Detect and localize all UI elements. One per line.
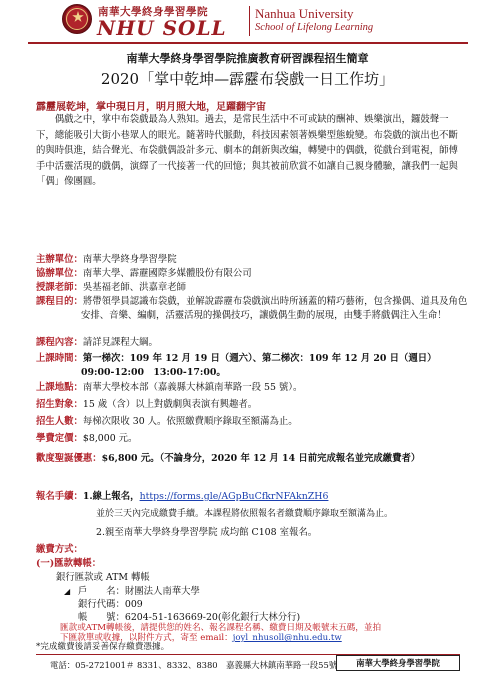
- footnote: [36, 643, 468, 652]
- logo-chinese-name: 南華大學終身學習學院: [98, 6, 208, 18]
- footer-contact: 電話：05-2721001＃ 8331、8332、8380 嘉義縣大林鎮南華路一段55號: [50, 660, 338, 670]
- signup-2-value: 2.親至南華大學終身學習學院 成均館 C108 室報名。: [96, 527, 318, 538]
- payment-label: 繳費方式：: [36, 544, 83, 555]
- header-rule: [28, 42, 468, 44]
- fee-row: [36, 432, 468, 445]
- page-header: [0, 0, 495, 46]
- signup-row: [36, 490, 468, 503]
- goal-row: [36, 295, 468, 322]
- school-name: School of Lifelong Learning: [255, 22, 374, 33]
- quota-label: 招生人數：: [36, 416, 83, 427]
- place-value: 南華大學校本部（嘉義縣大林鎮南華路一段 55 號）。: [82, 382, 303, 393]
- place-label: 上課地點：: [36, 382, 83, 393]
- footer-school-box: 南華大學終身學習學院: [336, 655, 460, 671]
- payment-sub-row: [36, 557, 468, 570]
- time-line-2: 09:00-12:00 13:00-17:00。: [81, 367, 226, 378]
- notice-email-link[interactable]: joyl_nhusoll@nhu.edu.tw: [232, 633, 342, 643]
- signup-form-link[interactable]: https://forms.gle/AGpBuCfkrNFAknZH6: [139, 491, 329, 502]
- teacher-value: 吳基福老師、洪嘉章老師: [82, 282, 187, 293]
- discount-price: $6,800 元。: [101, 453, 160, 464]
- notice-line-2-text: 下匯款單或收據，以附件方式，寄至 email：: [60, 633, 233, 643]
- fee-label: 學費定價：: [36, 433, 83, 444]
- signup-label: 報名手續：: [36, 491, 83, 502]
- organizer-row: [36, 253, 468, 266]
- quota-row: [36, 415, 468, 428]
- payment-method: 銀行匯款或 ATM 轉帳: [56, 572, 150, 583]
- slogan: 霹靂展乾坤，掌中現日月，明月照大地，足躍翻宇宙: [36, 102, 266, 113]
- teacher-row: [36, 281, 468, 294]
- payment-sub-label: (一)匯款轉帳：: [36, 558, 102, 569]
- goal-label: 課程目的：: [36, 296, 83, 307]
- time-label: 上課時間：: [36, 353, 83, 364]
- fee-value: $8,000 元。: [82, 433, 138, 444]
- co-organizer-value: 南華大學、霹靂國際多媒體股份有限公司: [82, 268, 252, 279]
- logo-english-name: NHU SOLL: [97, 16, 227, 40]
- account-number: 帳 號：6204-51-163669-20(彰化銀行大林分行): [78, 612, 301, 623]
- bank-code: 銀行代碼：009: [78, 599, 143, 610]
- signup-1-prefix: 1.線上報名，: [82, 491, 140, 502]
- teacher-label: 授課老師：: [36, 282, 83, 293]
- time-row-2: [36, 366, 468, 379]
- target-value: 15 歲（含）以上對戲劇與表演有興趣者。: [82, 399, 258, 410]
- co-organizer-label: 協辦單位：: [36, 268, 83, 279]
- target-label: 招生對象：: [36, 399, 83, 410]
- organizer-value: 南華大學終身學習學院: [82, 254, 177, 265]
- bank-code-row: [36, 598, 468, 611]
- notice-line-1-text: 匯款或ATM轉帳後，請提供您的姓名、報名課程名稱、繳費日期及帳號末五碼，並拍: [60, 623, 382, 633]
- university-seal-icon: [62, 4, 92, 34]
- discount-note: （不論身分，2020 年 12 月 14 日前完成報名並完成繳費者）: [159, 453, 421, 464]
- content-row: [36, 336, 468, 349]
- discount-row: [36, 450, 468, 467]
- signup-note-row: [36, 508, 468, 521]
- discount-label: 歡度聖誕優惠：: [36, 453, 102, 464]
- logo-divider: [249, 6, 250, 36]
- footnote-text: *完成繳費後請妥善保存繳費憑據。: [36, 642, 170, 652]
- co-organizer-row: [36, 267, 468, 280]
- document-title: 2020「掌中乾坤—霹靂布袋戲一日工作坊」: [100, 70, 395, 88]
- organizer-label: 主辦單位：: [36, 254, 83, 265]
- payment-row: [36, 543, 468, 556]
- content-value: 請詳見課程大綱。: [82, 337, 158, 348]
- quota-value: 每梯次限收 30 人。依照繳費順序錄取至額滿為止。: [82, 416, 298, 427]
- content-label: 課程內容：: [36, 337, 83, 348]
- intro-paragraph: 偶戲之中，掌中布袋戲最為人熟知。過去，是常民生活中不可或缺的酬神、娛樂演出，鑼鼓聲一下，總能吸引大街小巷眾人的眼光。隨著時代脈動，科技因素領著娛樂型態蛻變。布袋戲的演出也不斷的與時俱進，結合聲光、布袋戲偶設計多元、劇本的創新與改編，轉變中的偶戲，從戲台到電視，師傅手中活靈活現的戲偶，演繹了一代接著一代的回憶；與其被前欣賞不如讓自己親身體驗，讓我們一起與「偶」像團圓。: [36, 114, 458, 187]
- time-row: [36, 352, 468, 365]
- payment-method-row: [36, 571, 468, 584]
- account-name-row: [36, 585, 468, 598]
- triangle-pointer-icon: ◢: [64, 587, 71, 596]
- target-row: [36, 398, 468, 411]
- signup-2-row: [36, 526, 468, 539]
- place-row: [36, 381, 468, 394]
- goal-value: 將帶領學員認識布袋戲，並解說霹靂布袋戲演出時所涵蓋的精巧藝術，包含操偶、道具及角色安排、音樂、編劇，活靈活現的操偶技巧，讓戲偶生動的展現，由雙手將戲偶注入生命！: [81, 296, 468, 321]
- university-name: Nanhua University: [255, 6, 354, 21]
- time-line-1: 第一梯次：109 年 12 月 19 日（週六）、第二梯次：109 年 12 月 20 日（週日）: [82, 353, 437, 364]
- signup-1-note: 並於三天內完成繳費手續。本課程將依照報名者繳費順序錄取至額滿為止。: [96, 509, 394, 519]
- account-name: 戶 名：財團法人南華大學: [78, 586, 200, 597]
- document-subtitle: 南華大學終身學習學院推廣教育研習課程招生簡章: [126, 52, 369, 65]
